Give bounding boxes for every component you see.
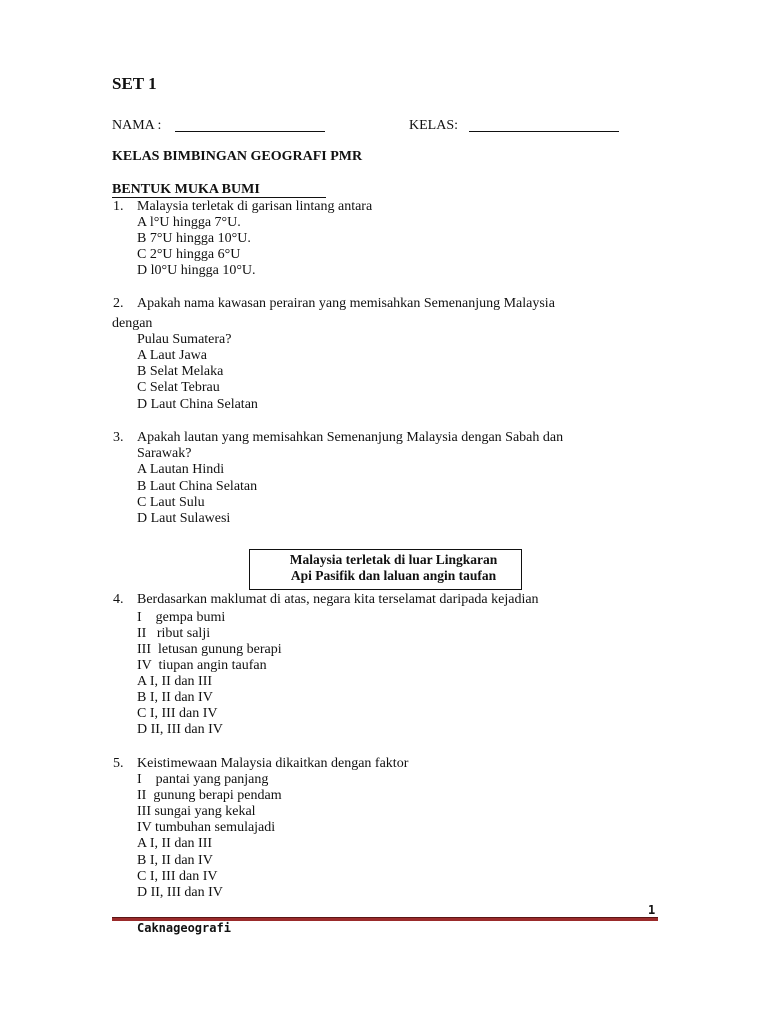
question-text: Apakah lautan yang memisahkan Semenanjung Malaysia dengan Sabah dan: [137, 430, 564, 445]
option-b: B Selat Melaka: [137, 364, 224, 379]
option-d: D II, III dan IV: [137, 885, 223, 900]
topic-title: BENTUK MUKA BUMI: [112, 182, 260, 197]
question-number: 2.: [113, 296, 124, 311]
question-number: 4.: [113, 592, 124, 607]
question-number: 3.: [113, 430, 124, 445]
option-a: A I, II dan III: [137, 836, 213, 851]
footer-author: Caknageografi: [137, 921, 231, 935]
option-a: A I, II dan III: [137, 674, 213, 689]
option-a: A l°U hingga 7°U.: [137, 215, 241, 230]
question-text-cont: Pulau Sumatera?: [137, 332, 232, 347]
option-d: D Laut China Selatan: [137, 397, 258, 412]
statement-iv: IV tumbuhan semulajadi: [137, 820, 276, 835]
class-blank-line: [469, 131, 619, 132]
info-box-line-2: Api Pasifik dan laluan angin taufan: [290, 568, 497, 583]
statement-ii: II gunung berapi pendam: [137, 788, 282, 803]
option-a: A Laut Jawa: [137, 348, 207, 363]
option-c: C Selat Tebrau: [137, 380, 220, 395]
name-blank-line: [175, 131, 325, 132]
option-c: C I, III dan IV: [137, 706, 218, 721]
class-label: KELAS:: [409, 118, 458, 133]
topic-underline: [112, 197, 326, 198]
question-number: 1.: [113, 199, 124, 214]
question-text: Keistimewaan Malaysia dikaitkan dengan faktor: [137, 756, 409, 771]
option-b: B I, II dan IV: [137, 690, 213, 705]
question-text: Apakah nama kawasan perairan yang memisahkan Semenanjung Malaysia: [137, 296, 555, 311]
option-c: C 2°U hingga 6°U: [137, 247, 241, 262]
statement-i: I gempa bumi: [137, 610, 226, 625]
option-d: D II, III dan IV: [137, 722, 223, 737]
option-a: A Lautan Hindi: [137, 462, 225, 477]
statement-iii: III sungai yang kekal: [137, 804, 256, 819]
question-text-cont: Sarawak?: [137, 446, 192, 461]
statement-iii: III letusan gunung berapi: [137, 642, 282, 657]
question-text: Berdasarkan maklumat di atas, negara kita terselamat daripada kejadian: [137, 592, 539, 607]
question-text-wrap: dengan: [112, 316, 153, 331]
question-number: 5.: [113, 756, 124, 771]
option-b: B I, II dan IV: [137, 853, 213, 868]
page-number: 1: [648, 903, 656, 917]
info-box: [249, 549, 522, 590]
course-title: KELAS BIMBINGAN GEOGRAFI PMR: [112, 149, 363, 164]
option-d: D Laut Sulawesi: [137, 511, 231, 526]
info-box-line-1: Malaysia terletak di luar Lingkaran: [289, 552, 498, 567]
statement-ii: II ribut salji: [137, 626, 211, 641]
option-d: D l0°U hingga 10°U.: [137, 263, 256, 278]
statement-i: I pantai yang panjang: [137, 772, 269, 787]
option-c: C I, III dan IV: [137, 869, 218, 884]
name-label: NAMA :: [112, 118, 162, 133]
set-title: SET 1: [112, 74, 157, 93]
question-text: Malaysia terletak di garisan lintang antara: [137, 199, 373, 214]
option-c: C Laut Sulu: [137, 495, 205, 510]
option-b: B 7°U hingga 10°U.: [137, 231, 251, 246]
option-b: B Laut China Selatan: [137, 479, 258, 494]
statement-iv: IV tiupan angin taufan: [137, 658, 267, 673]
